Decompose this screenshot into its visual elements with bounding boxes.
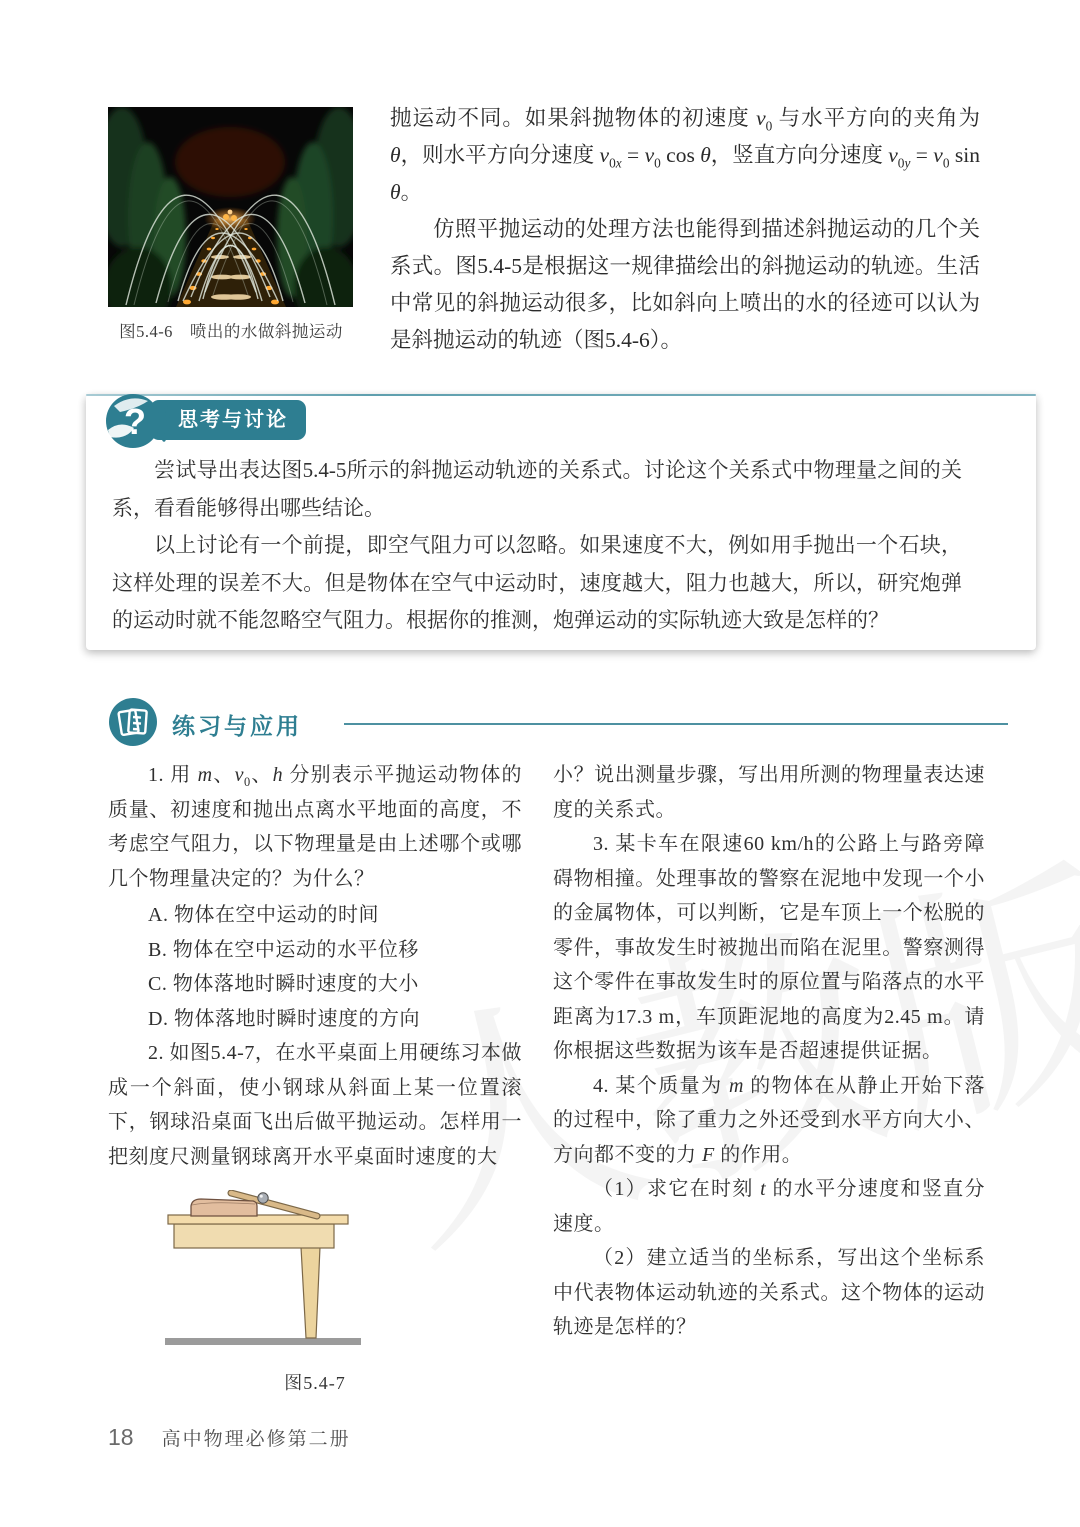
option-a: A. 物体在空中运动的时间	[148, 904, 379, 926]
intro-paragraph-1: 抛运动不同。如果斜抛物体的初速度 $v_0$ 与水平方向的夹角为 θ，则水平方向分速度 $v_{0x} = v_0$ cos θ，竖直方向分速度 $v_{0y} = v_0$ sin θ。	[390, 106, 980, 204]
intro-text	[390, 100, 980, 359]
question-1-options	[108, 898, 522, 1036]
book-title: 高中物理必修第二册	[161, 1429, 351, 1450]
question-4-part-2: （2）建立适当的坐标系，写出这个坐标系中代表物体运动轨迹的关系式。这个物体的运动轨迹是怎样的？	[553, 1247, 985, 1338]
fountain-photo	[108, 107, 353, 307]
section-top-rule	[86, 394, 1036, 396]
think-paragraph-2: 以上讨论有一个前提，即空气阻力可以忽略。如果速度不大，例如用手抛出一个石块，这样处理的误差不大。但是物体在空气中运动时，速度越大，阻力也越大，所以，研究炮弹的运动时就不能忽略空气阻力。根据你的推测，炮弹运动的实际轨迹大致是怎样的？	[112, 533, 962, 632]
option-b: B. 物体在空中运动的水平位移	[148, 938, 419, 961]
think-discuss-icon	[104, 390, 170, 454]
page-number: 18	[108, 1424, 134, 1450]
think-discuss-section	[86, 394, 1036, 650]
practice-title-rule	[344, 723, 1008, 725]
intro-paragraph-2: 仿照平抛运动的处理方法也能得到描述斜抛运动的几个关系式。图5.4-5是根据这一规律描绘出的斜抛运动的轨迹。生活中常见的斜抛运动很多，比如斜向上喷出的水的径迹可以认为是斜抛运动的轨迹（图5.4-6）。	[390, 217, 980, 352]
question-3: 3. 某卡车在限速60 km/h的公路上与路旁障碍物相撞。处理事故的警察在泥地中发现一个小的金属物体，可以判断，它是车顶上一个松脱的零件，事故发生时被抛出而陷在泥里。警察测得这个零件在事故发生时的原位置与陷落点的水平距离为17.3 m，车顶距泥地的高度为2.45 m。请你根据这些数据为该车是否超速提供证据。	[553, 833, 985, 1062]
practice-section-title: 练习与应用	[172, 713, 302, 739]
option-d: D. 物体落地时瞬时速度的方向	[148, 1007, 420, 1030]
practice-icon	[108, 697, 158, 747]
figure-547-illustration	[165, 1190, 465, 1352]
question-2-continued: 小？说出测量步骤，写出用所测的物理量表达速度的关系式。	[553, 764, 985, 821]
figure-546-caption: 图5.4-6 喷出的水做斜抛运动	[119, 322, 343, 341]
exercise-column-right	[553, 758, 985, 1345]
think-paragraph-1: 尝试导出表达图5.4-5所示的斜抛运动轨迹的关系式。讨论这个关系式中物理量之间的关系，看看能够得出哪些结论。	[112, 458, 962, 520]
option-c: C. 物体落地时瞬时速度的大小	[148, 973, 419, 995]
figure-547-caption: 图5.4-7	[284, 1373, 346, 1393]
exercise-column-left	[108, 758, 522, 1401]
svg-text:?: ?	[124, 401, 146, 442]
question-4: 4. 某个质量为 m 的物体在从静止开始下落的过程中，除了重力之外还受到水平方向大小、方向都不变的力 F 的作用。	[553, 1074, 986, 1166]
question-4-part-1: （1）求它在时刻 t 的水平分速度和竖直分速度。	[553, 1178, 986, 1235]
question-2: 2. 如图5.4-7，在水平桌面上用硬练习本做成一个斜面，使小钢球从斜面上某一位置滚下，钢球沿桌面飞出后做平抛运动。怎样用一把刻度尺测量钢球离开水平桌面时速度的大	[108, 1042, 522, 1168]
think-discuss-title-badge: 思考与讨论	[150, 400, 306, 440]
question-1: 1. 用 m、$v_0$、h 分别表示平抛运动物体的质量、初速度和抛出点离水平地面的高度，不考虑空气阻力，以下物理量是由上述哪个或哪几个物理量决定的？为什么？	[108, 764, 523, 890]
think-discuss-body	[112, 452, 962, 640]
page-footer	[108, 1424, 351, 1451]
